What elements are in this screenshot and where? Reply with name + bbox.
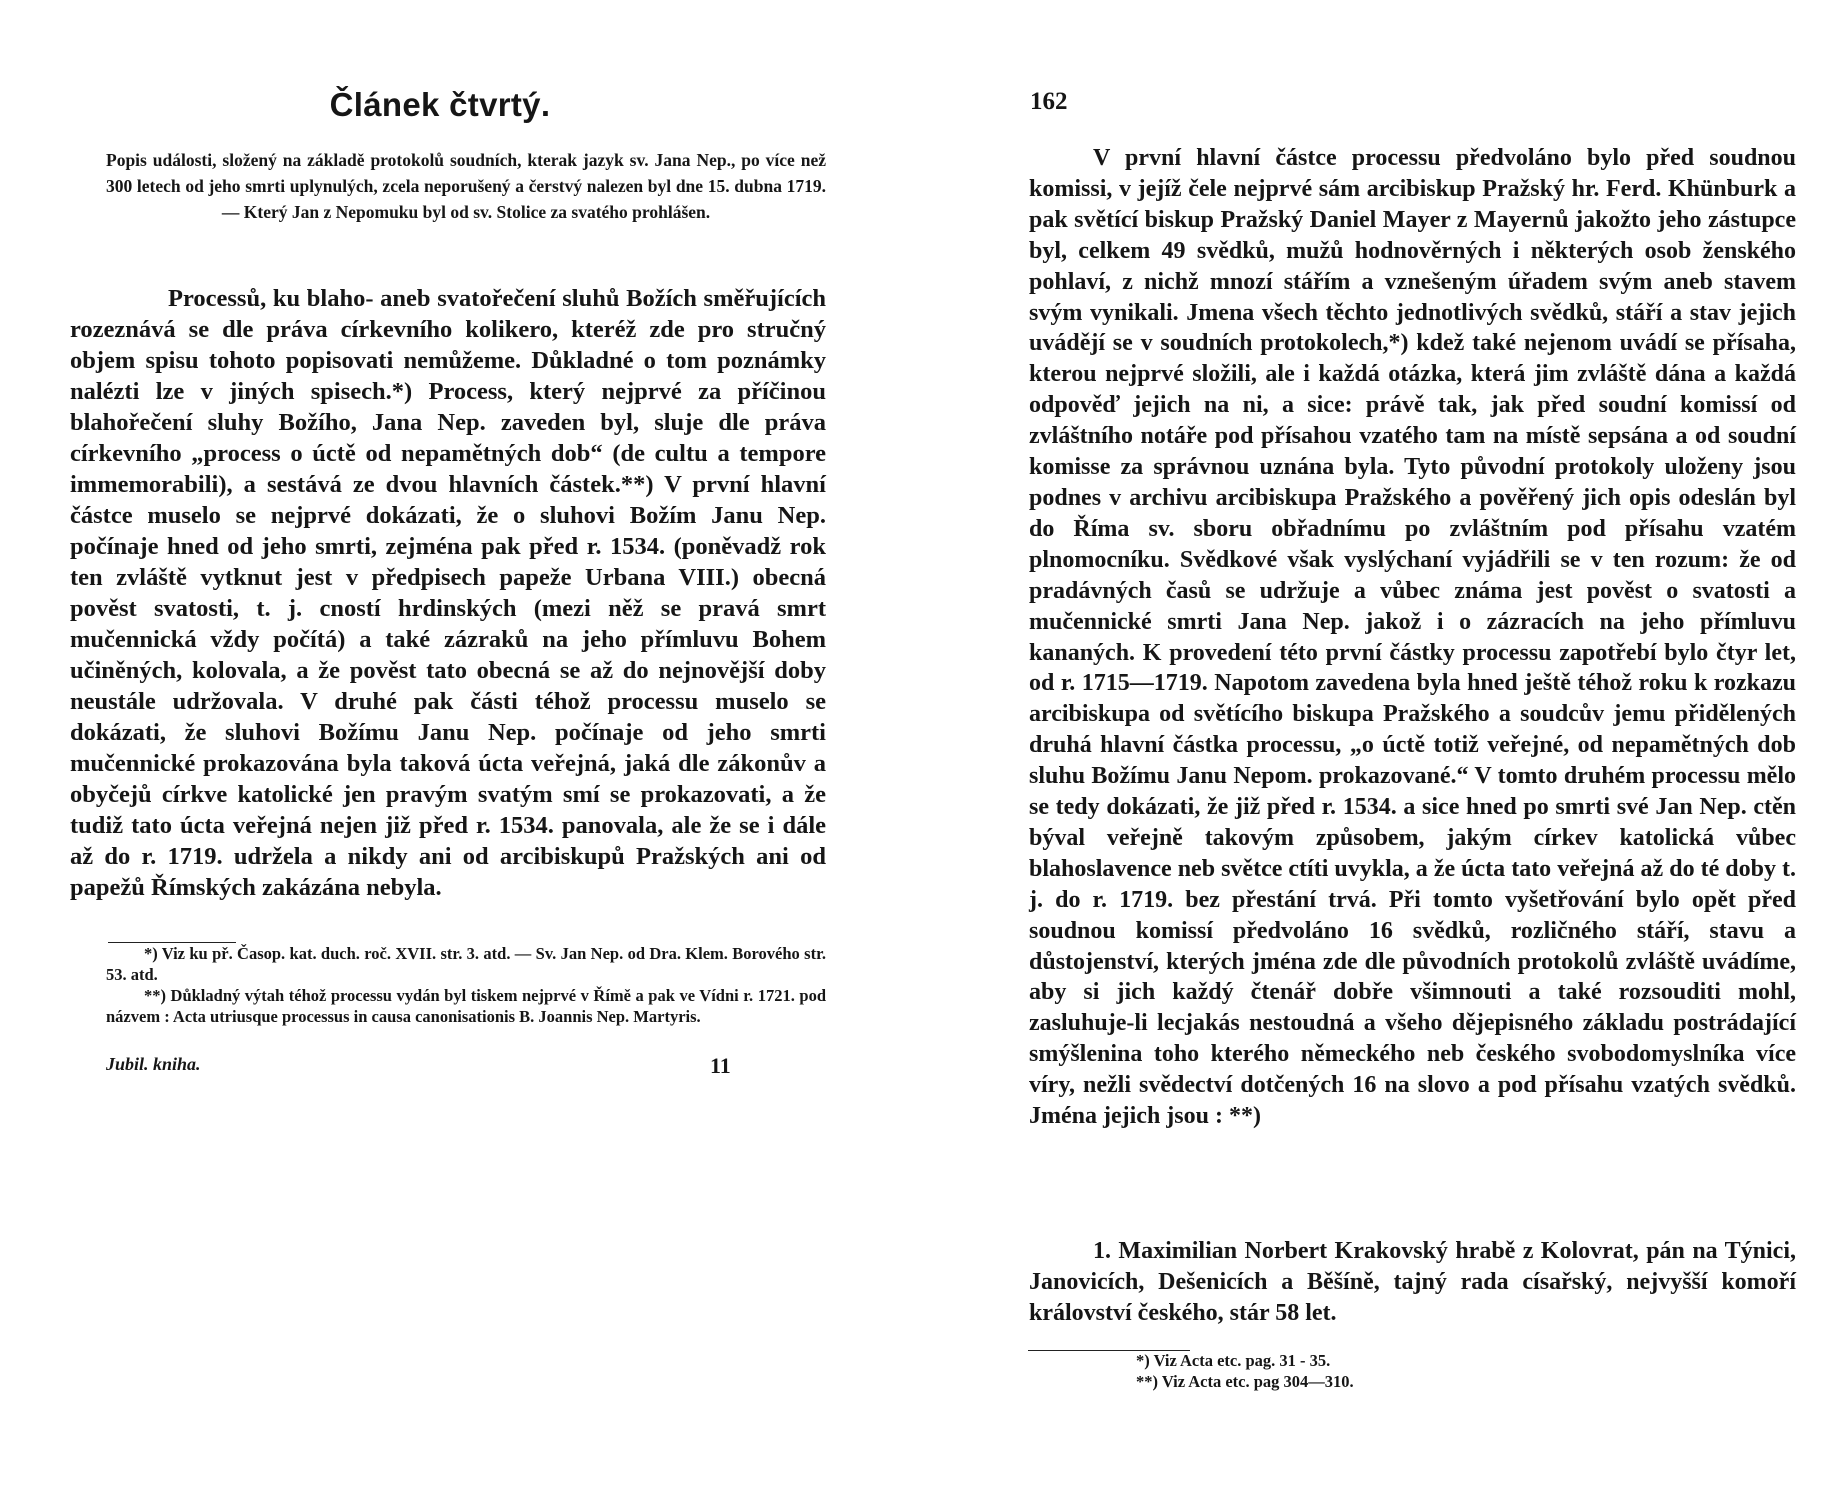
left-body-text: Processů, ku blaho- aneb svatořečení sluhů Božích směřujících rozeznává se dle práva církevního kolikero, kteréž zde pro stručný objem spisu tohoto popisovati nemůžeme. Důkladné o tom poznámky nalézti lze v jiných spisech.*) Process, který nejprvé za příčinou blahořečení sluhy Božího, Jana Nep. zaveden byl, sluje dle práva církevního „process o úctě od nepamětných dob“ (de cultu a tempore immemorabili), a sestává ze dvou hlavních částek.**) V první hlavní částce muselo se nejprvé dokázati, že o sluhovi Božím Janu Nep. počínaje hned od jeho smrti, zejména pak před r. 1534. (poněvadž rok ten zvláště vytknut jest v předpisech papeže Urbana VIII.) obecná pověst svatosti, t. j. cností hrdinských (mezi něž se pravá smrt mučennická vždy počítá) a také zázraků na jeho přímluvu Bohem učiněných, kolovala, a že pověst tato obecná se až do nejnovější doby neustále udržovala. V druhé pak části téhož processu muselo se dokázati, že sluhovi Božímu Janu Nep. počínaje od jeho smrti mučennické prokazována byla taková úcta veřejná, jaká dle zákonův a obyčejů církve katolické jen pravým svatým smí se prokazovati, a že tudiž tato úcta veřejná nejen již před r. 1534. panovala, ale že se i dále až do r. 1719. udržela a nikdy ani od arcibiskupů Pražských ani od papežů Římských zakázána nebyla. <box>70 285 826 901</box>
witness-list-item: 1. Maximilian Norbert Krakovský hrabě z Kolovrat, pán na Týnici, Janovicích, Dešenicích a Běšíně, tajný rada císařský, nejvyšší komoří království českého, stár 58 let. <box>1029 1238 1796 1326</box>
right-footnotes <box>1098 1350 1528 1392</box>
printer-signature: Jubil. kniha. <box>106 1054 201 1074</box>
footnote: *) Viz Acta etc. pag. 31 - 35. <box>1136 1351 1331 1370</box>
footnote: **) Viz Acta etc. pag 304—310. <box>1136 1372 1354 1391</box>
left-footnotes <box>106 943 826 1027</box>
page-number: 162 <box>1030 88 1068 115</box>
right-page <box>921 0 1842 1500</box>
chapter-abstract: Popis události, složený na základě protokolů soudních, kterak jazyk sv. Jana Nep., po více než 300 letech od jeho smrti uplynulých, zcela neporušený a čerstvý nalezen byl dne 15. dubna 1719. — Který Jan z Nepomuku byl od sv. Stolice za svatého prohlášen. <box>106 150 826 222</box>
footnote: **) Důkladný výtah téhož processu vydán byl tiskem nejprvé v Římě a pak ve Vídni r. 1721. pod názvem : Acta utriusque processus in causa canonisationis B. Joannis Nep. Martyris. <box>106 986 826 1026</box>
chapter-title: Článek čtvrtý. <box>329 86 551 123</box>
sheet-number: 11 <box>710 1053 731 1078</box>
right-body-text: V první hlavní částce processu předvoláno bylo před soudnou komissi, v jejíž čele nejprvé sám arcibiskup Pražský hr. Ferd. Khünburk a pak světící biskup Pražský Daniel Mayer z Mayernů jakožto jeho zástupce byl, celkem 49 svědků, mužů hodnověrných i některých osob ženského pohlaví, z nichž mnozí stářím a vznešeným úřadem svým aneb stavem svým vynikali. Jmena všech těchto jednotlivých svědků, stáří a stav jejich uvádějí se v soudních protokolech,*) kdež také nejenom uvádí se přísaha, kterou nejprvé složili, ale i každá otázka, která jim zvláště dána a každá odpověď jejich na ni, a sice: právě tak, jak před soudní komissí od zvláštního notáře pod přísahou vzatého tam na místě sepsána a od soudní komisse za správnou uznána byla. Tyto původní protokoly uloženy jsou podnes v archivu arcibiskupa Pražského a pověřený jich opis odeslán byl do Říma sv. sboru obřadnímu po zvláštním pod přísahu vzatém plnomocníku. Svědkové však vyslýchaní vyjádřili se v ten rozum: že od pradávných časů se udržuje a vůbec známa jest pověst o svatosti a mučennické smrti Jana Nep. jakož i o zázracích na jeho přímluvu kananých. K provedení této první částky processu zapotřebí bylo čtyr let, od r. 1715—1719. Napotom zavedena byla hned ještě téhož roku k rozkazu arcibiskupa od světícího biskupa Pražského a soudcův jemu přidělených druhá hlavní částka processu, „o úctě totiž veřejné, od nepamětných dob sluhu Božímu Janu Nepom. prokazované.“ V tomto druhém processu mělo se tedy dokázati, že již před r. 1534. a sice hned po smrti své Jan Nep. ctěn býval veřejně takovým způsobem, jakým církev katolická vůbec blahoslavence neb světce ctíti uvykla, a že úcta tato veřejná až do té doby t. j. do r. 1719. bez přestání trvá. Při tomto vyšetřování bylo opět před soudnou komissí předvoláno 16 svědků, rozličného stáří, stavu a důstojenství, kterých jména zde dle původních protokolů zvláště uvádíme, aby si jich každý čtenář dobře všimnouti a také rozsouditi mohl, zasluhuje-li lecjakás nestoudná a všeho dějepisného základu postrádající smýšlenina toho kterého německého neb českého svobodomyslníka více víry, nežli svědectví dotčených 16 na slovo a pod přísahu vzatých svědků. Jména jejich jsou : **) <box>1029 145 1796 1130</box>
footnote: *) Viz ku př. Časop. kat. duch. roč. XVII. str. 3. atd. — Sv. Jan Nep. od Dra. Klem. Borového str. 53. atd. <box>106 944 826 984</box>
